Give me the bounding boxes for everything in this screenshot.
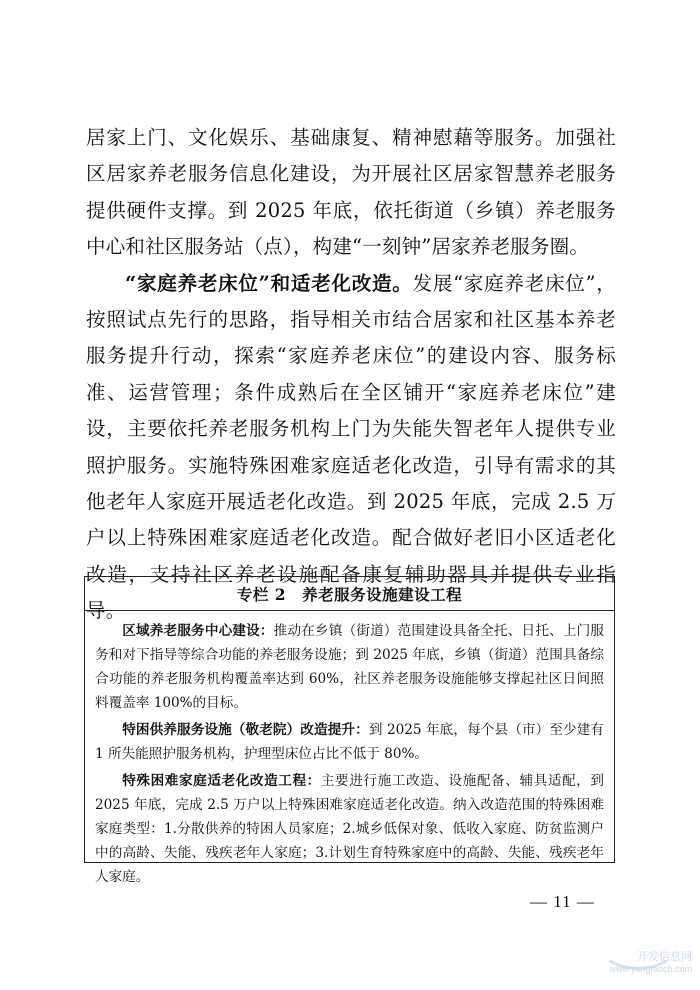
paragraph-2-text: 发展“家庭养老床位”，按照试点先行的思路，指导相关市结合居家和社区基本养老服务提升行动，探索“家庭养老床位”的建设内容、服务标准、运营管理；条件成熟后在全区铺开“家庭养老床位”建设，主要依托养老服务机构上门为失能失智老年人提供专业照护服务。实施特殊困难家庭适老化改造，引导有需求的其他老年人家庭开展适老化改造。到 2025 年底，完成 2.5 万户以上特殊困难家庭适老化改造。配合做好老旧小区适老化改造，支持社区养老设施配备康复辅助器具并提供专业指导。 xyxy=(86,271,617,623)
column-box xyxy=(84,576,615,885)
watermark-site-name: 开发信息网 xyxy=(637,951,692,963)
column-box-title: 专栏 2 养老服务设施建设工程 xyxy=(85,577,614,611)
column-item-text: 到 2025 年底，每个县（市）至少建有 1 所失能照护服务机构，护理型床位占比不低于 80%。 xyxy=(95,722,604,762)
watermark-url: www.yangfaoch.com xyxy=(609,964,692,974)
column-item-heading: 区域养老服务中心建设： xyxy=(122,623,274,639)
column-item xyxy=(95,619,604,715)
column-item-heading: 特殊困难家庭适老化改造工程： xyxy=(122,773,321,789)
page-number: — 11 — xyxy=(530,892,595,911)
watermark-logo xyxy=(600,924,694,982)
paragraph-2-heading: “家庭养老床位”和适老化改造。 xyxy=(125,271,413,295)
column-item-text: 主要进行施工改造、设施配备、辅具适配，到 2025 年底，完成 2.5 万户以上特殊困难家庭适老化改造。纳入改造范围的特殊困难家庭类型：1.分散供养的特困人员家庭；2.城乡低保对象、低收入家庭、防贫监测户中的高龄、失能、残疾老年人家庭；3.计划生育特殊家庭中的高龄、失能、残疾老年人家庭。 xyxy=(95,773,605,885)
paragraph-1: 居家上门、文化娱乐、基础康复、精神慰藉等服务。加强社区居家养老服务信息化建设，为开展社区居家智慧养老服务提供硬件支撑。到 2025 年底，依托街道（乡镇）养老服务中心和社区服务站（点），构建“一刻钟”居家养老服务圈。 xyxy=(86,126,616,259)
column-item-text: 推动在乡镇（街道）范围建设具备全托、日托、上门服务和对下指导等综合功能的养老服务设施；到 2025 年底，乡镇（街道）范围具备综合功能的养老服务机构覆盖率达到 60%，社区养老服务设施能够支撑起社区日间照料覆盖率 100%的目标。 xyxy=(95,623,605,711)
column-item xyxy=(95,769,604,889)
column-item-heading: 特困供养服务设施（敬老院）改造提升： xyxy=(122,722,369,738)
column-item xyxy=(95,718,604,766)
column-box-body xyxy=(85,611,614,889)
body-text xyxy=(86,120,616,630)
